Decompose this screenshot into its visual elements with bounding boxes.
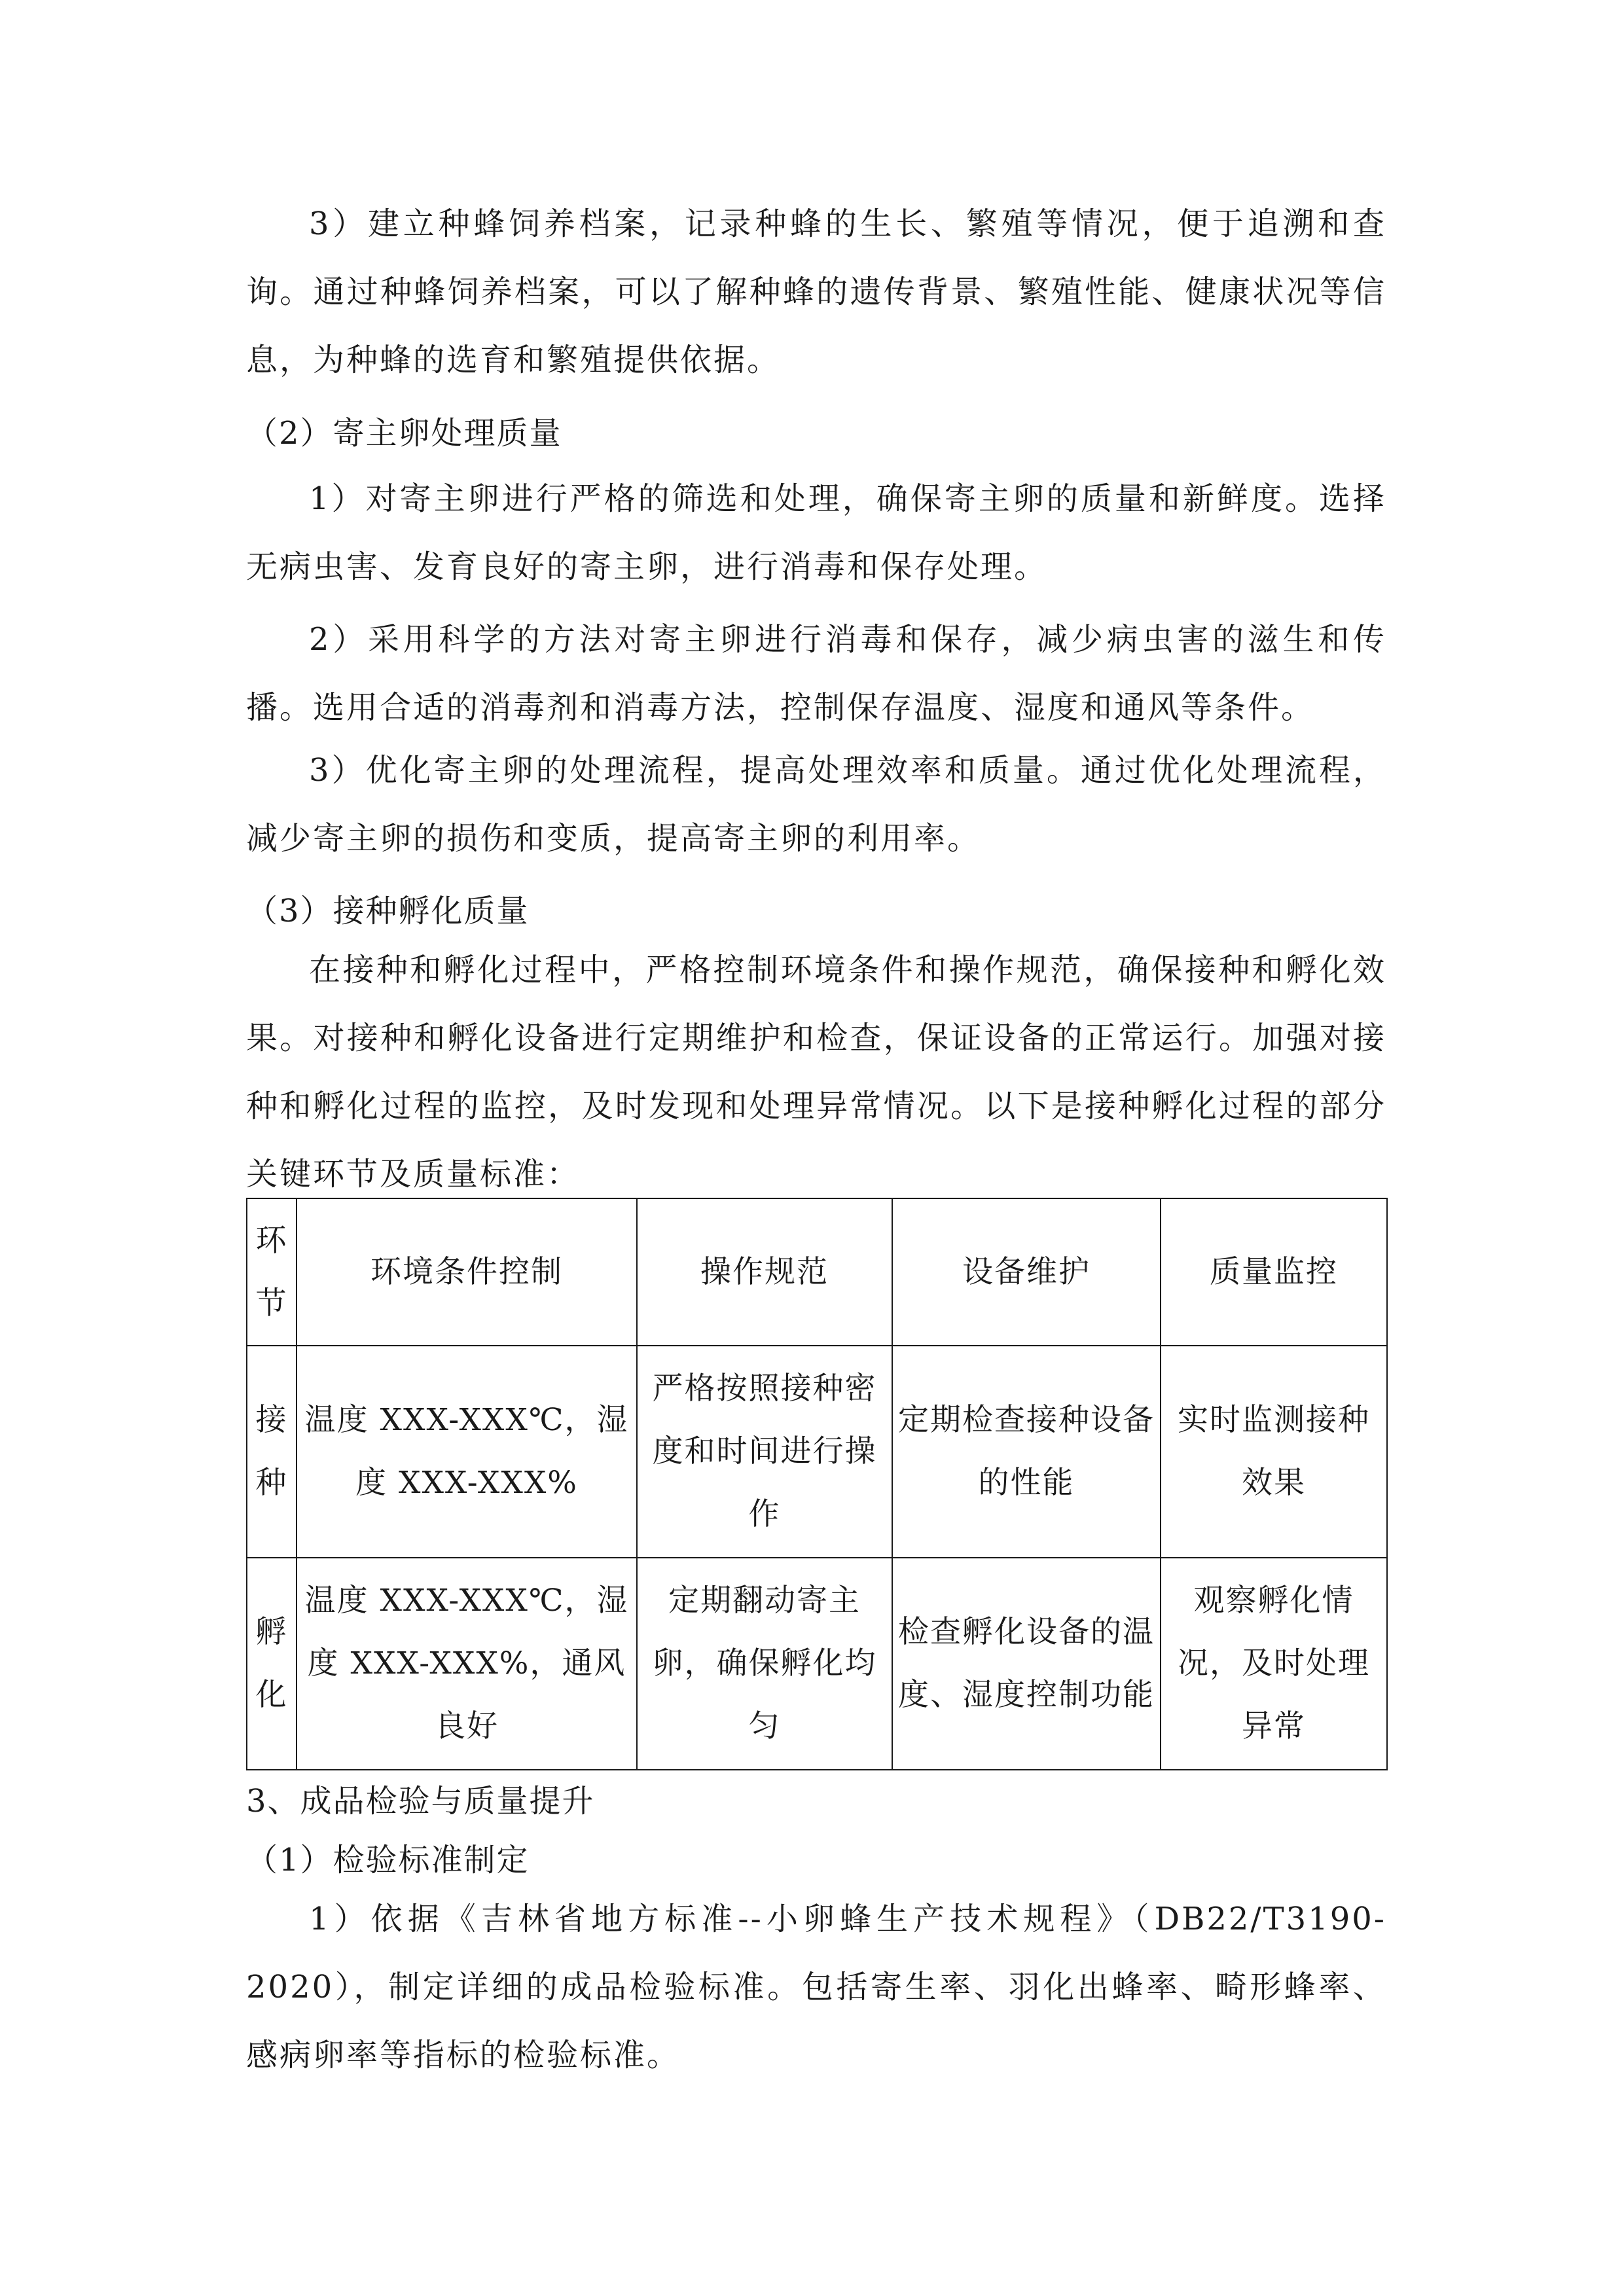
table-cell: 检查孵化设备的温度、湿度控制功能	[892, 1558, 1161, 1770]
table-row	[247, 1558, 1387, 1770]
paragraph-host-egg-process: 3）优化寄主卵的处理流程，提高处理效率和质量。通过优化处理流程，减少寄主卵的损伤和变质，提高寄主卵的利用率。	[246, 752, 1386, 857]
paragraph-inoculation-hatching: 在接种和孵化过程中，严格控制环境条件和操作规范，确保接种和孵化效果。对接种和孵化设备进行定期维护和检查，保证设备的正常运行。加强对接种和孵化过程的监控，及时发现和处理异常情况。以下是接种孵化过程的部分关键环节及质量标准：	[246, 952, 1386, 1193]
table-cell: 孵化	[247, 1558, 297, 1770]
table-cell: 定期检查接种设备的性能	[892, 1346, 1161, 1558]
header-cell-stage: 环节	[247, 1198, 297, 1346]
heading-inspection-standard: （1）检验标准制定	[246, 1842, 530, 1878]
table-row	[247, 1346, 1387, 1558]
section-heading-product-inspection: 3、成品检验与质量提升	[246, 1783, 595, 1820]
header-cell-equipment: 设备维护	[892, 1198, 1161, 1346]
table-cell: 温度 XXX-XXX℃，湿度 XXX-XXX%，通风良好	[297, 1558, 637, 1770]
header-cell-operation: 操作规范	[637, 1198, 892, 1346]
paragraph-breeding-archive: 3）建立种蜂饲养档案，记录种蜂的生长、繁殖等情况，便于追溯和查询。通过种蜂饲养档案，可以了解种蜂的遗传背景、繁殖性能、健康状况等信息，为种蜂的选育和繁殖提供依据。	[246, 206, 1386, 378]
process-quality-table	[246, 1198, 1388, 1770]
table-cell: 观察孵化情况，及时处理异常	[1161, 1558, 1387, 1770]
paragraph-inspection-standard: 1）依据《吉林省地方标准--小卵蜂生产技术规程》（DB22/T3190-2020），制定详细的成品检验标准。包括寄生率、羽化出蜂率、畸形蜂率、感病卵率等指标的检验标准。	[246, 1901, 1386, 2073]
paragraph-host-egg-screening: 1）对寄主卵进行严格的筛选和处理，确保寄主卵的质量和新鲜度。选择无病虫害、发育良好的寄主卵，进行消毒和保存处理。	[246, 480, 1386, 585]
table-cell: 定期翻动寄主卵，确保孵化均匀	[637, 1558, 892, 1770]
table-header-row	[247, 1198, 1387, 1346]
heading-inoculation-hatching: （3）接种孵化质量	[246, 893, 530, 929]
paragraph-host-egg-disinfection: 2）采用科学的方法对寄主卵进行消毒和保存，减少病虫害的滋生和传播。选用合适的消毒剂和消毒方法，控制保存温度、湿度和通风等条件。	[246, 621, 1386, 726]
header-cell-environment: 环境条件控制	[297, 1198, 637, 1346]
table-cell: 温度 XXX-XXX℃，湿度 XXX-XXX%	[297, 1346, 637, 1558]
table-cell: 严格按照接种密度和时间进行操作	[637, 1346, 892, 1558]
table-cell: 实时监测接种效果	[1161, 1346, 1387, 1558]
header-cell-monitoring: 质量监控	[1161, 1198, 1387, 1346]
table-cell: 接种	[247, 1346, 297, 1558]
heading-host-egg-quality: （2）寄主卵处理质量	[246, 415, 562, 452]
